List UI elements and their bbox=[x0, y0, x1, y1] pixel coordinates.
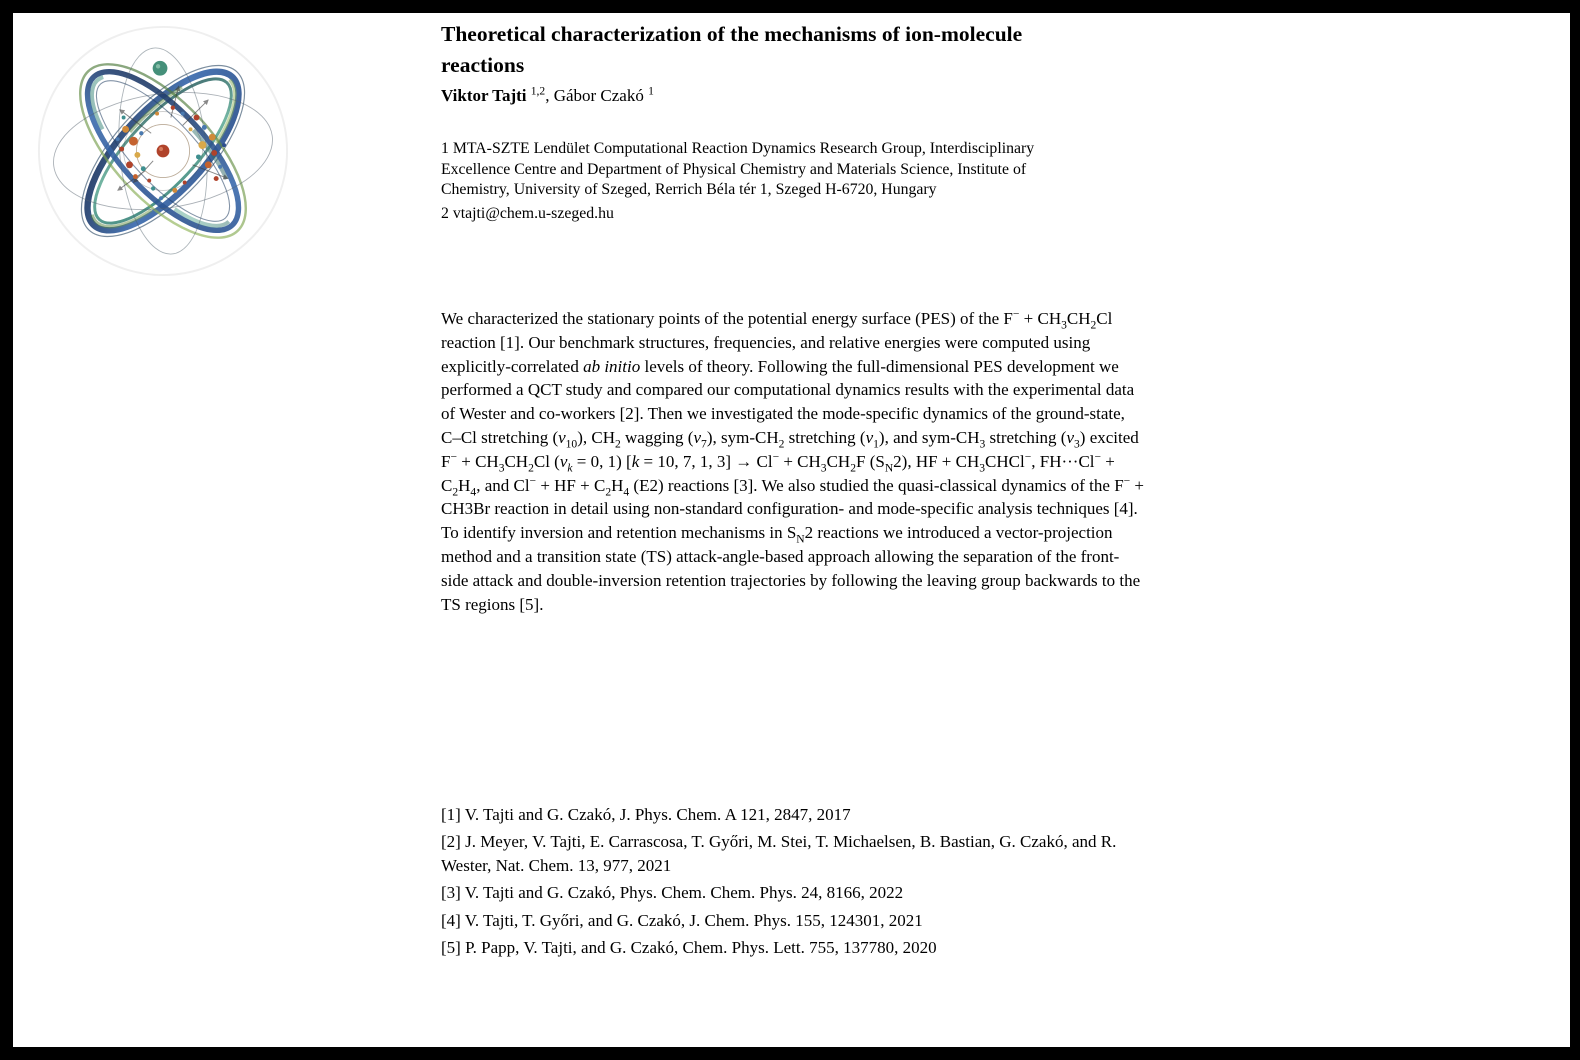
reference-item-2: [2] J. Meyer, V. Tajti, E. Carrascosa, T. Győri, M. Stei, T. Michaelsen, B. Bastian, G. Czakó, and R. Wester, Nat. Chem. 13, 977, 2021 bbox=[441, 832, 1117, 876]
content-column bbox=[441, 19, 1153, 1029]
atom-logo-graphic bbox=[35, 23, 291, 279]
abstract-paragraph: We characterized the stationary points of the potential energy surface (PES) of the $F^- + CH_3CH_2Cl$ reaction [1]. Our benchmark structures, frequencies, and relative energies were computed using explicitly-correlated ab initio levels of theory. Following the full-dimensional PES development we performed a QCT study and compared our computational dynamics results with the experimental data of Wester and co-workers [2]. Then we investigated the mode-specific dynamics of the ground-state, C–Cl stretching $(v_{10})$, $CH_2$ wagging $(v_7)$, sym-$CH_2$ stretching $(v_1)$, and sym-$CH_3$ stretching $(v_3)$ excited $F^- + CH_3CH_2Cl$ ($v_k = 0$, 1) [k = 10, 7, 1, $3] \to Cl^- + CH_3CH_2F$ $(S_N2)$, HF + $CH_3CHCl^-$, $FH\cdot\cdot\cdot Cl^- + C_2H_4$, and Cl− + HF + $C_2H_4$ (E2) reactions [3]. We also studied the quasi-classical dynamics of the F− + CH3Br reaction in detail using non-standard configuration- and mode-specific analysis techniques [4]. To identify inversion and retention mechanisms in $S_N2$ reactions we introduced a vector-projection method and a transition state (TS) attack-angle-based approach allowing the separation of the front-side attack and double-inversion retention trajectories by following the leaving group backwards to the TS regions [5]. bbox=[441, 307, 1145, 614]
paper-title: Theoretical characterization of the mechanisms of ion-molecule reactions bbox=[441, 22, 1023, 77]
reference-item-4: [4] V. Tajti, T. Győri, and G. Czakó, J. Chem. Phys. 155, 124301, 2021 bbox=[441, 910, 923, 930]
reference-list bbox=[441, 803, 1145, 963]
reference-item-5: [5] P. Papp, V. Tajti, and G. Czakó, Chem. Phys. Lett. 755, 137780, 2020 bbox=[441, 937, 937, 957]
author-line: Viktor Tajti $^{1,2}$, Gábor Czakó $^1$ bbox=[441, 84, 654, 105]
affiliation-1: 1 MTA-SZTE Lendület Computational Reaction Dynamics Research Group, Interdisciplinary Excellence Centre and Department of Physical Chemistry and Materials Science, Institute of Chemistry, University of Szeged, Rerrich Béla tér 1, Szeged H-6720, Hungary bbox=[441, 140, 1035, 198]
reference-item-1: [1] V. Tajti and G. Czakó, J. Phys. Chem. A 121, 2847, 2017 bbox=[441, 805, 851, 824]
reference-item-3: [3] V. Tajti and G. Czakó, Phys. Chem. Chem. Phys. 24, 8166, 2022 bbox=[441, 883, 904, 903]
document-page bbox=[13, 13, 1570, 1047]
affiliation-block bbox=[441, 139, 1091, 224]
contact-email: 2 vtajti@chem.u-szeged.hu bbox=[441, 204, 614, 222]
atom-logo bbox=[35, 23, 291, 279]
